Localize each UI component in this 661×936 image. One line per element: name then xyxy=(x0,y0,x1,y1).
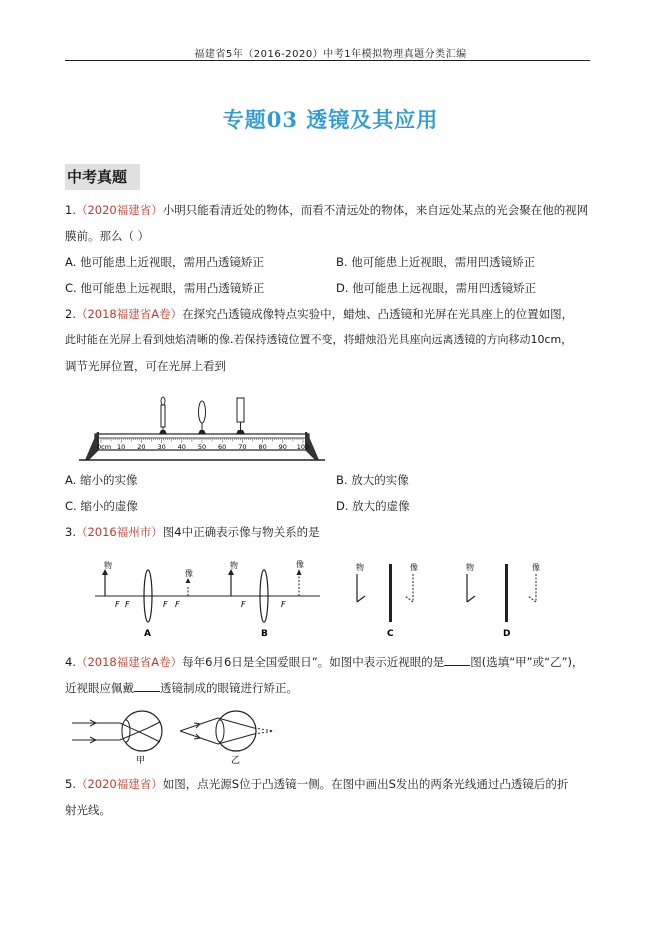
ruler-label: 50 xyxy=(197,443,207,451)
q2-number: 2. xyxy=(65,307,76,321)
diagram-b xyxy=(210,559,320,639)
q3-line1 xyxy=(65,525,320,539)
q2-line1 xyxy=(65,307,573,321)
q4-blank-1[interactable] xyxy=(444,655,470,666)
eye-figures xyxy=(68,706,308,766)
q4-stem-2b: 透镜制成的眼镜进行矫正。 xyxy=(160,681,298,695)
q5-source: （2020福建省） xyxy=(75,777,163,791)
q1-line1 xyxy=(65,203,588,217)
section-heading-label: 中考真题 xyxy=(67,168,128,186)
q4-stem-1a: 每年6月6日是全国爱眼日”。如图中表示近视眼的是 xyxy=(182,655,445,669)
diagram-d-label: D xyxy=(503,629,511,639)
q4-line2 xyxy=(65,681,298,695)
diagram-a-f2: F xyxy=(125,600,130,609)
diagram-c-mirror xyxy=(389,564,392,622)
diagram-b-image-label: 像 xyxy=(296,560,304,569)
header-rule xyxy=(65,60,590,61)
diagram-d-object-label: 物 xyxy=(466,563,474,572)
ruler-label: 30 xyxy=(157,443,166,451)
diagram-a-f3: F xyxy=(163,600,168,609)
diagram-c-image-label: 像 xyxy=(410,563,418,572)
diagram-a-label: A xyxy=(144,629,151,639)
ruler-label: 0cm xyxy=(97,443,112,451)
image-object-figures xyxy=(95,556,545,641)
q4-stem-2a: 近视眼应佩戴 xyxy=(65,681,134,695)
ruler-label: 90 xyxy=(278,443,287,451)
q1-option-a: A. 他可能患上近视眼，需用凸透镜矫正 xyxy=(65,255,264,269)
q2-option-b: B. 放大的实像 xyxy=(336,473,409,487)
q2-stem-1: 在探究凸透镜成像特点实验中，蜡烛、凸透镜和光屏在光具座上的位置如图， xyxy=(182,307,574,321)
q3-stem-1: 图4中正确表示像与物关系的是 xyxy=(162,525,320,539)
diagram-b-f1: F xyxy=(241,600,246,609)
convex-lens xyxy=(198,401,206,434)
diagram-a-f4: F xyxy=(175,600,180,609)
q5-line1 xyxy=(65,777,568,791)
eye-jia xyxy=(72,711,162,766)
ruler-label: 40 xyxy=(177,443,186,451)
section-heading xyxy=(65,164,140,190)
diagram-c-object-label: 物 xyxy=(356,563,364,572)
ruler-label: 100 xyxy=(296,443,310,451)
eye-yi-label: 乙 xyxy=(231,756,241,766)
ruler-label: 60 xyxy=(218,443,227,451)
q1-option-c: C. 他可能患上远视眼，需用凸透镜矫正 xyxy=(65,281,265,295)
q3-source: （2016福州市） xyxy=(75,525,163,539)
light-screen xyxy=(236,398,245,434)
diagram-d xyxy=(466,562,540,639)
optical-bench-figure xyxy=(75,392,325,464)
diagram-c-label: C xyxy=(387,629,394,639)
ruler-label: 10 xyxy=(117,443,126,451)
q5-number: 5. xyxy=(65,777,76,791)
q4-blank-2[interactable] xyxy=(134,681,160,692)
diagram-a-f1: F xyxy=(115,600,120,609)
eye-yi xyxy=(180,711,274,766)
diagram-b-f2: F xyxy=(281,600,286,609)
q2-option-d: D. 放大的虚像 xyxy=(336,499,410,513)
q2-option-a: A. 缩小的实像 xyxy=(65,473,138,487)
ruler-label: 70 xyxy=(238,443,247,451)
q4-source: （2018福建省A卷） xyxy=(75,655,183,669)
diagram-d-image-label: 像 xyxy=(532,563,540,572)
q4-number: 4. xyxy=(65,655,76,669)
q2-stem-2: 此时能在光屏上看到烛焰清晰的像.若保持透镜位置不变，将蜡烛沿光具座向远离透镜的方向移动10cm， xyxy=(65,333,573,346)
diagram-b-label: B xyxy=(261,629,268,639)
q1-option-b: B. 他可能患上近视眼，需用凹透镜矫正 xyxy=(336,255,536,269)
chapter-title: 专题03 透镜及其应用 xyxy=(222,107,439,132)
ruler-label: 80 xyxy=(258,443,267,451)
q3-number: 3. xyxy=(65,525,76,539)
eye-jia-label: 甲 xyxy=(136,756,146,766)
candle xyxy=(159,397,167,434)
q4-stem-1b: 图(选填“甲”或“乙”)， xyxy=(470,655,584,669)
diagram-d-mirror xyxy=(505,564,508,622)
q1-source: （2020福建省） xyxy=(75,203,163,217)
q4-line1 xyxy=(65,655,584,669)
q1-option-d: D. 他可能患上远视眼，需用凹透镜矫正 xyxy=(336,281,537,295)
q1-stem-1: 小明只能看清近处的物体，而看不清远处的物体，来自远处某点的光会聚在他的视网 xyxy=(162,203,589,217)
q2-option-c: C. 缩小的虚像 xyxy=(65,499,138,513)
q1-number: 1. xyxy=(65,203,76,217)
diagram-b-object-label: 物 xyxy=(230,561,238,570)
q2-source: （2018福建省A卷） xyxy=(75,307,183,321)
ruler-label: 20 xyxy=(137,443,146,451)
diagram-a-image-label: 像 xyxy=(185,569,193,578)
q2-stem-3: 调节光屏位置，可在光屏上看到 xyxy=(65,359,226,373)
q5-stem-2: 射光线。 xyxy=(65,803,111,817)
diagram-a-object-label: 物 xyxy=(104,561,112,570)
diagram-c xyxy=(356,562,418,639)
q5-stem-1: 如图，点光源S位于凸透镜一侧。在图中画出S发出的两条光线通过凸透镜后的折 xyxy=(162,777,569,791)
q1-stem-2: 膜前。那么（ ） xyxy=(65,229,150,243)
page-header: 福建省5年（2016-2020）中考1年模拟物理真题分类汇编 xyxy=(194,49,467,60)
diagram-a xyxy=(95,560,215,639)
